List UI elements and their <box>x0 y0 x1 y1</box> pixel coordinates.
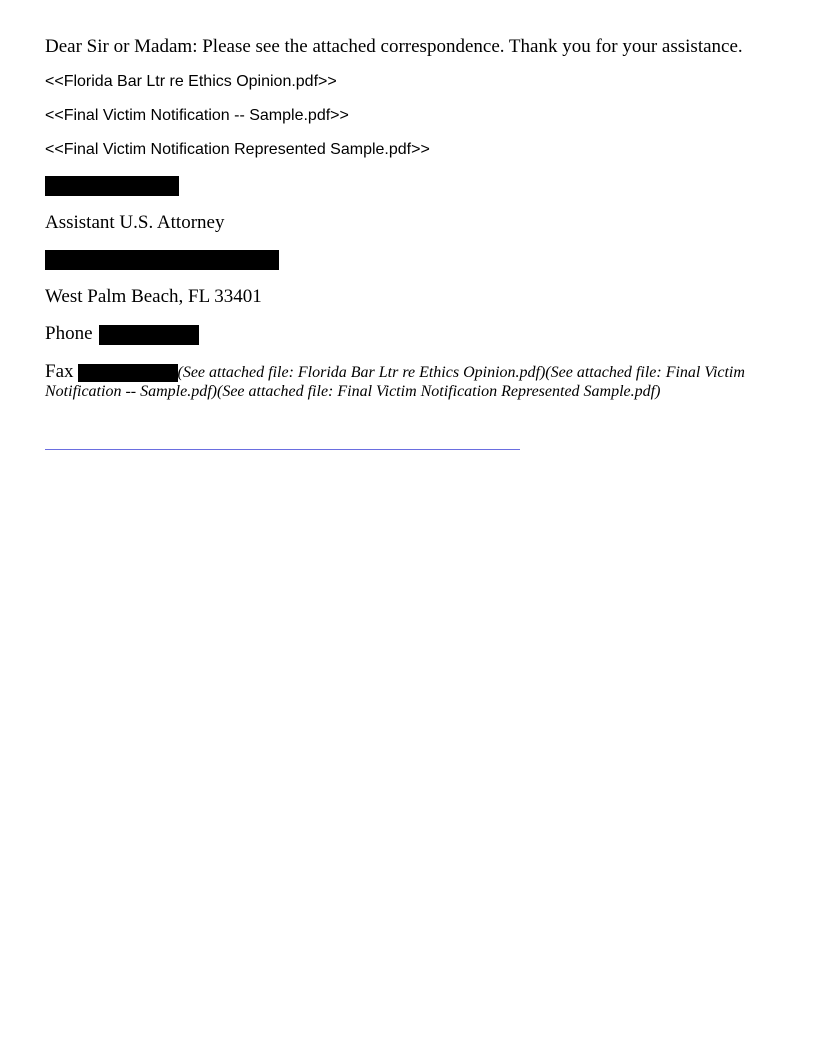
attachment-note: (See attached file: Final Victim Notification Represented Sample.pdf) <box>216 383 661 401</box>
message-body: Dear Sir or Madam: Please see the attached correspondence. Thank you for your assistance. <box>45 36 743 57</box>
attachment-note: (See attached file: Final Victim Notification -- Sample.pdf) <box>45 364 745 401</box>
attachment-note: (See attached file: Florida Bar Ltr re Ethics Opinion.pdf) <box>177 364 546 381</box>
fax-label: Fax <box>45 361 74 382</box>
redaction-block <box>45 250 279 270</box>
attachment-reference: <<Final Victim Notification Represented Sample.pdf>> <box>45 141 430 158</box>
phone-label: Phone <box>45 323 93 344</box>
redaction-block <box>45 176 179 196</box>
phone-line <box>45 323 199 345</box>
horizontal-divider <box>45 449 520 450</box>
fax-and-attachment-notes <box>45 362 765 401</box>
redacted-address <box>45 250 279 270</box>
signature-city-line: West Palm Beach, FL 33401 <box>45 286 262 307</box>
attachment-reference: <<Final Victim Notification -- Sample.pdf>> <box>45 107 349 124</box>
attachment-reference: <<Florida Bar Ltr re Ethics Opinion.pdf>> <box>45 73 337 90</box>
redaction-block <box>78 364 178 382</box>
signature-title: Assistant U.S. Attorney <box>45 212 225 233</box>
redaction-block <box>99 325 199 345</box>
redacted-name <box>45 176 179 196</box>
